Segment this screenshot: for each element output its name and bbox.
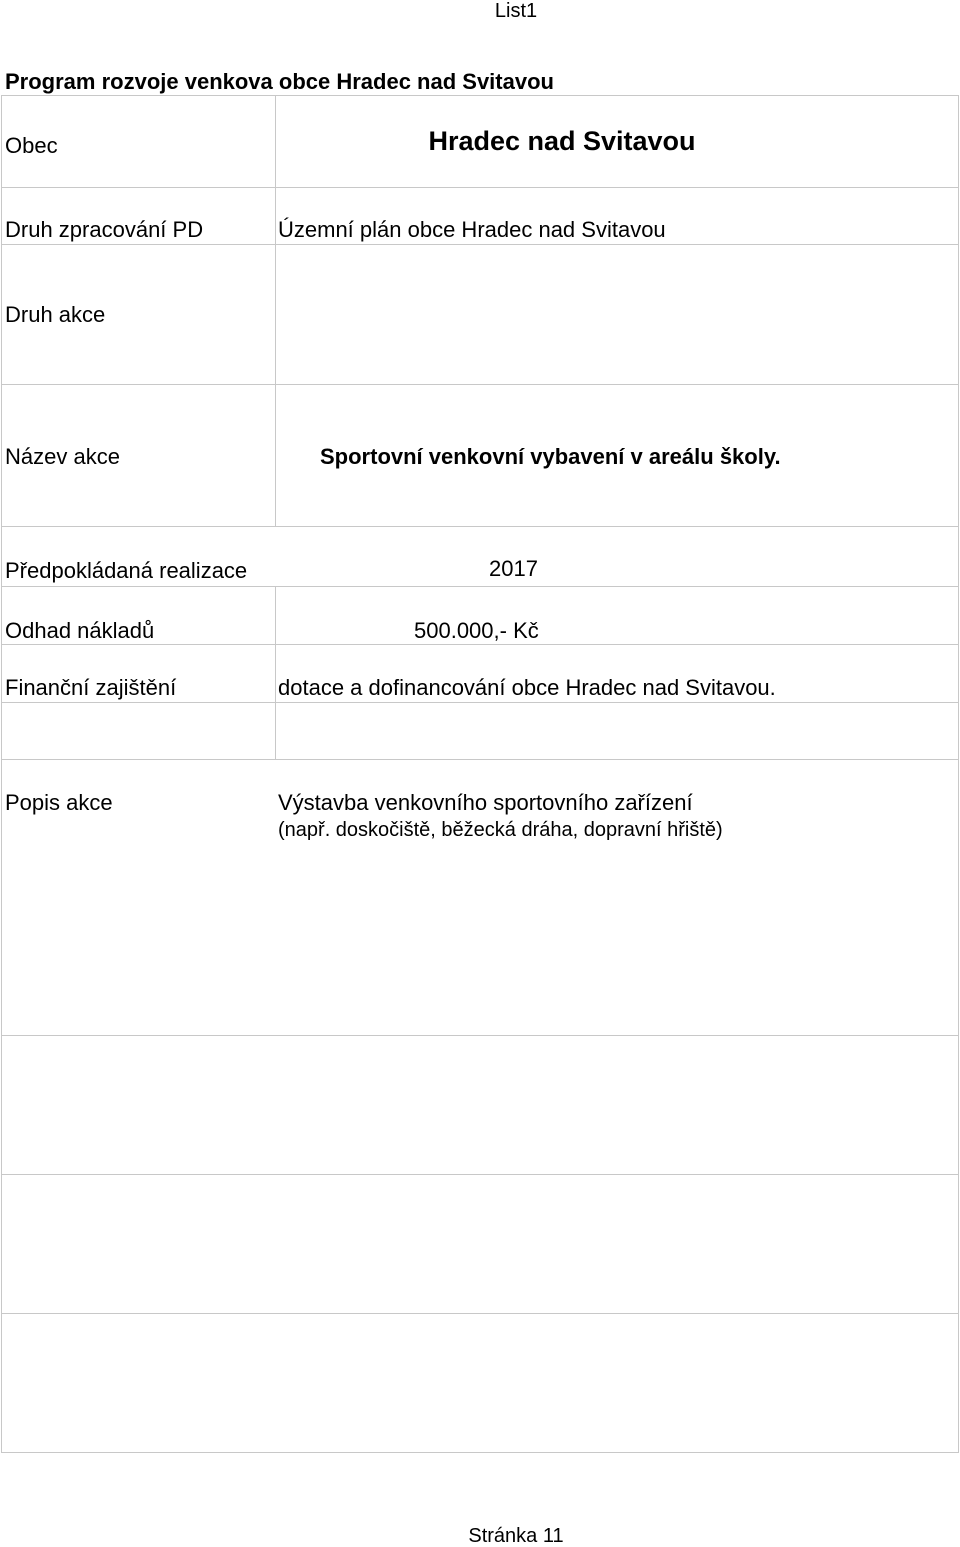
financni-label: Finanční zajištění	[5, 675, 177, 700]
druh-zpracovani-label: Druh zpracování PD	[5, 217, 204, 242]
grid-line	[1, 1035, 959, 1036]
grid-line	[1, 1313, 959, 1314]
naklady-value: 500.000,- Kč	[414, 618, 539, 643]
grid-line	[275, 586, 276, 759]
page-number-footer: Stránka 11	[468, 1525, 564, 1547]
grid-line	[1, 187, 959, 188]
sheet-name-header: List1	[494, 0, 538, 22]
grid-line	[1, 95, 959, 96]
grid-line	[1, 526, 959, 527]
druh-akce-label: Druh akce	[5, 302, 106, 327]
nazev-akce-value: Sportovní venkovní vybavení v areálu školy.	[320, 444, 781, 469]
naklady-label: Odhad nákladů	[5, 618, 155, 643]
grid-line	[1, 1452, 959, 1453]
grid-line	[1, 702, 959, 703]
realizace-label: Předpokládaná realizace	[5, 558, 248, 583]
grid-line	[275, 95, 276, 526]
obec-label: Obec	[5, 133, 58, 158]
grid-line	[1, 244, 959, 245]
popis-value-line2: (např. doskočiště, běžecká dráha, dopravní hřiště)	[278, 819, 723, 841]
druh-zpracovani-value: Územní plán obce Hradec nad Svitavou	[278, 217, 666, 242]
financni-value: dotace a dofinancování obce Hradec nad Svitavou.	[278, 675, 776, 700]
grid-line	[1, 759, 959, 760]
grid-line	[1, 95, 2, 1453]
obec-value: Hradec nad Svitavou	[428, 126, 696, 156]
grid-line	[1, 644, 959, 645]
grid-line	[1, 384, 959, 385]
popis-label: Popis akce	[5, 790, 113, 815]
document-title: Program rozvoje venkova obce Hradec nad Svitavou	[5, 69, 554, 94]
grid-line	[958, 95, 959, 1453]
nazev-akce-label: Název akce	[5, 444, 120, 469]
popis-value-line1: Výstavba venkovního sportovního zařízení	[278, 790, 693, 815]
realizace-value: 2017	[489, 556, 538, 581]
grid-line	[1, 586, 959, 587]
grid-line	[1, 1174, 959, 1175]
